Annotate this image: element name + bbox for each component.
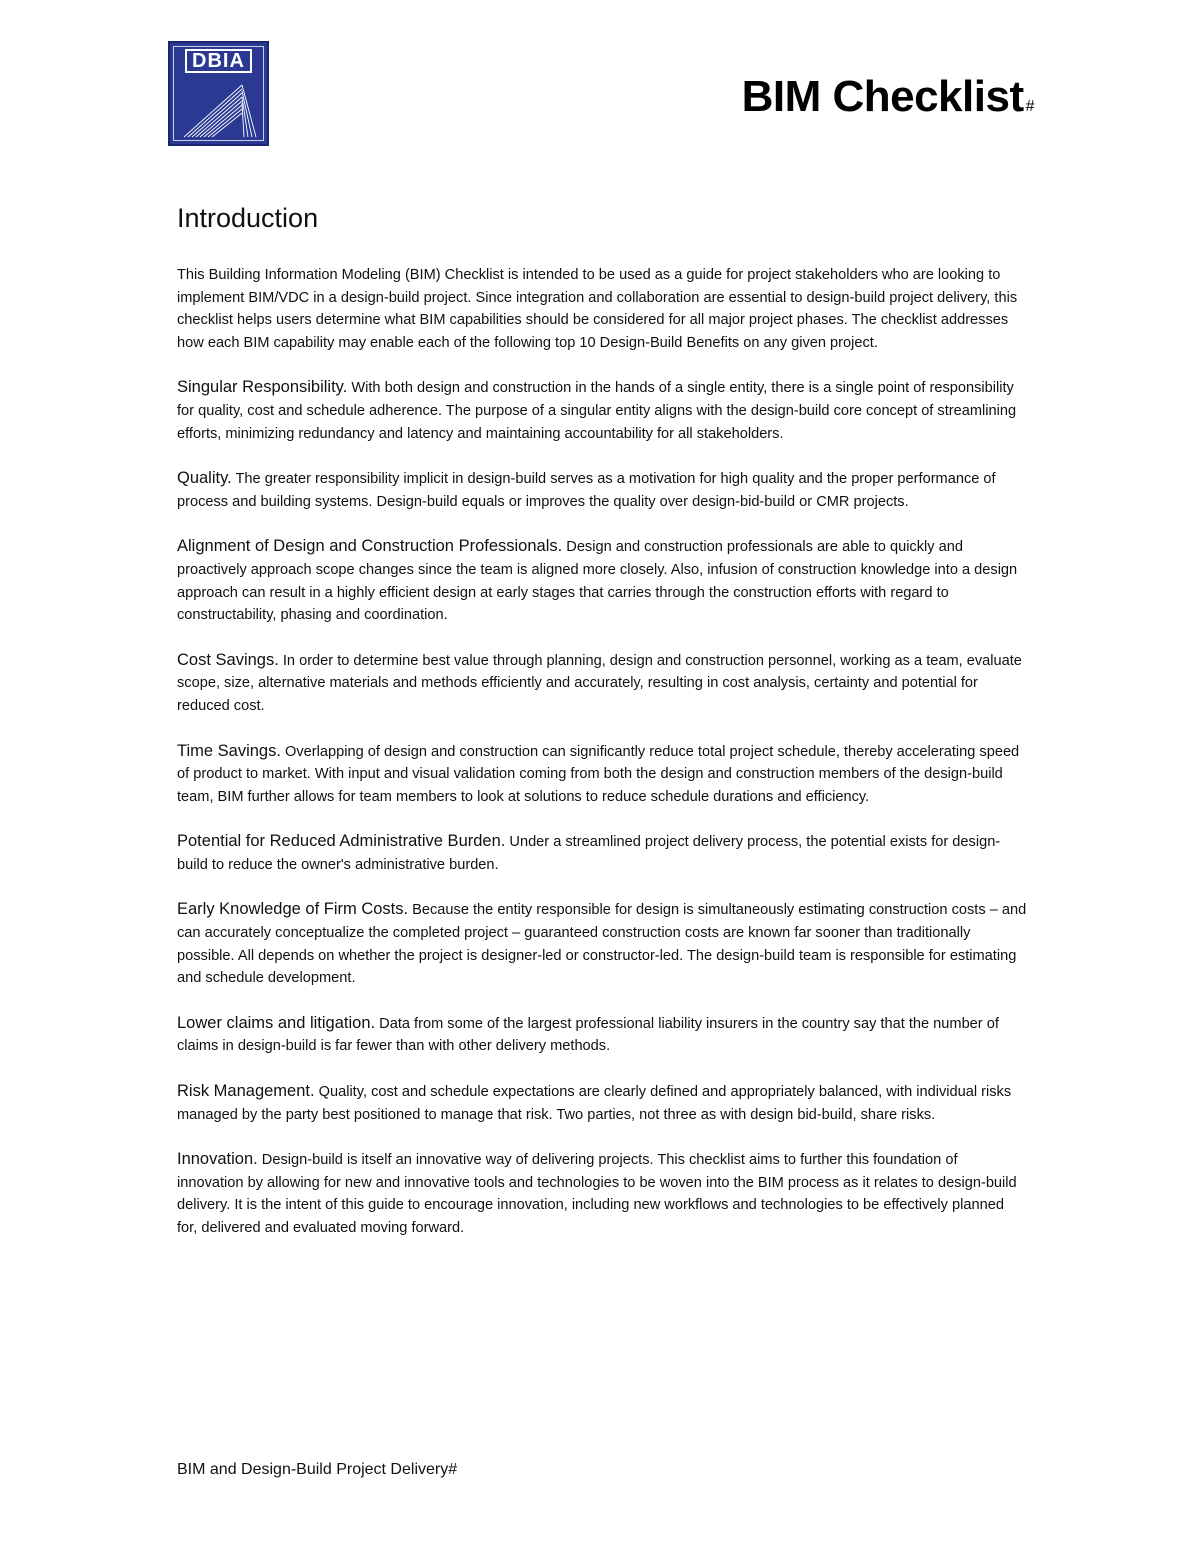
benefit-cost-savings bbox=[177, 649, 1027, 718]
benefit-text: Overlapping of design and construction can significantly reduce total project schedule, thereby accelerating speed of product to market. With input and visual validation coming from both the design and construction members of the design-build team, BIM further allows for team members to look at solutions to reduce schedule durations and efficiency. bbox=[177, 743, 1020, 805]
section-heading: Introduction bbox=[177, 203, 319, 233]
benefit-text: Design and construction professionals are able to quickly and proactively approach scope changes since the team is aligned more closely. Also, infusion of construction knowledge into a design approach can result in a highly efficient design at early stages that carries through the construction efforts with regard to constructability, phasing and coordination. bbox=[177, 539, 1018, 624]
benefit-text: With both design and construction in the hands of a single entity, there is a single point of responsibility for quality, cost and schedule adherence. The purpose of a singular entity aligns with the design-build core concept of streamlining efforts, minimizing redundancy and latency and maintaining accountability for all stakeholders. bbox=[177, 380, 1017, 442]
benefit-term: Lower claims and litigation. bbox=[177, 1013, 376, 1032]
logo-emblem-icon bbox=[182, 75, 258, 139]
document-title: BIM Checklist # bbox=[741, 72, 1034, 121]
title-mark: # bbox=[1025, 98, 1034, 115]
benefit-lower-claims bbox=[177, 1012, 1027, 1058]
page-footer: BIM and Design-Build Project Delivery# bbox=[177, 1461, 458, 1478]
benefit-term: Potential for Reduced Administrative Burden. bbox=[177, 832, 506, 851]
dbia-logo bbox=[168, 41, 269, 146]
document-body bbox=[177, 203, 1027, 1262]
benefit-risk-management bbox=[177, 1080, 1027, 1126]
benefit-alignment bbox=[177, 535, 1027, 626]
benefit-term: Cost Savings. bbox=[177, 650, 279, 669]
benefit-singular-responsibility bbox=[177, 376, 1027, 445]
benefit-text: Under a streamlined project delivery process, the potential exists for design-build to reduce the owner's administrative burden. bbox=[177, 834, 1001, 873]
benefit-term: Risk Management. bbox=[177, 1082, 315, 1101]
benefit-administrative-burden bbox=[177, 830, 1027, 876]
benefit-innovation bbox=[177, 1148, 1027, 1239]
logo-text: DBIA bbox=[185, 49, 252, 73]
benefit-term: Alignment of Design and Construction Professionals. bbox=[177, 537, 563, 556]
benefit-term: Quality. bbox=[177, 469, 232, 488]
benefit-term: Singular Responsibility. bbox=[177, 378, 348, 397]
benefit-term: Early Knowledge of Firm Costs. bbox=[177, 900, 409, 919]
benefit-text: In order to determine best value through planning, design and construction personnel, working as a team, evaluate scope, size, alternative materials and methods efficiently and accurately, resulting in cost analysis, certainty and potential for reduced cost. bbox=[177, 652, 1022, 714]
benefit-time-savings bbox=[177, 740, 1027, 809]
intro-paragraph: This Building Information Modeling (BIM) Checklist is intended to be used as a guide for project stakeholders who are looking to implement BIM/VDC in a design-build project. Since integration and collaboration are essential to design-build project delivery, this checklist helps users determine what BIM capabilities should be considered for all major project phases. The checklist addresses how each BIM capability may enable each of the following top 10 Design-Build Benefits on any given project. bbox=[177, 267, 1018, 351]
benefit-text: The greater responsibility implicit in design-build serves as a motivation for high quality and the proper performance of process and building systems. Design-build equals or improves the quality over design-bid-build or CMR projects. bbox=[177, 471, 996, 510]
benefit-firm-costs bbox=[177, 898, 1027, 989]
benefit-term: Innovation. bbox=[177, 1150, 258, 1169]
benefit-quality bbox=[177, 467, 1027, 513]
benefit-text: Data from some of the largest professional liability insurers in the country say that the number of claims in design-build is far fewer than with other delivery methods. bbox=[177, 1015, 999, 1055]
benefit-text: Design-build is itself an innovative way of delivering projects. This checklist aims to further this foundation of innovation by allowing for new and innovative tools and technologies to be woven into the BIM process as it relates to design-build delivery. It is the intent of this guide to encourage innovation, including new workflows and technologies to be effectively planned for, delivered and evaluated moving forward. bbox=[177, 1152, 1017, 1236]
benefit-term: Time Savings. bbox=[177, 741, 281, 760]
benefit-text: Quality, cost and schedule expectations are clearly defined and appropriately balanced, with individual risks managed by the party best positioned to manage that risk. Two parties, not three as with design bid-build, share risks. bbox=[177, 1084, 1012, 1123]
benefit-text: Because the entity responsible for design is simultaneously estimating construction costs – and can accurately conceptualize the completed project – guaranteed construction costs are known far sooner than traditionally possible. All depends on whether the project is designer-led or constructor-led. The design-build team is responsible for estimating and schedule development. bbox=[177, 902, 1027, 987]
